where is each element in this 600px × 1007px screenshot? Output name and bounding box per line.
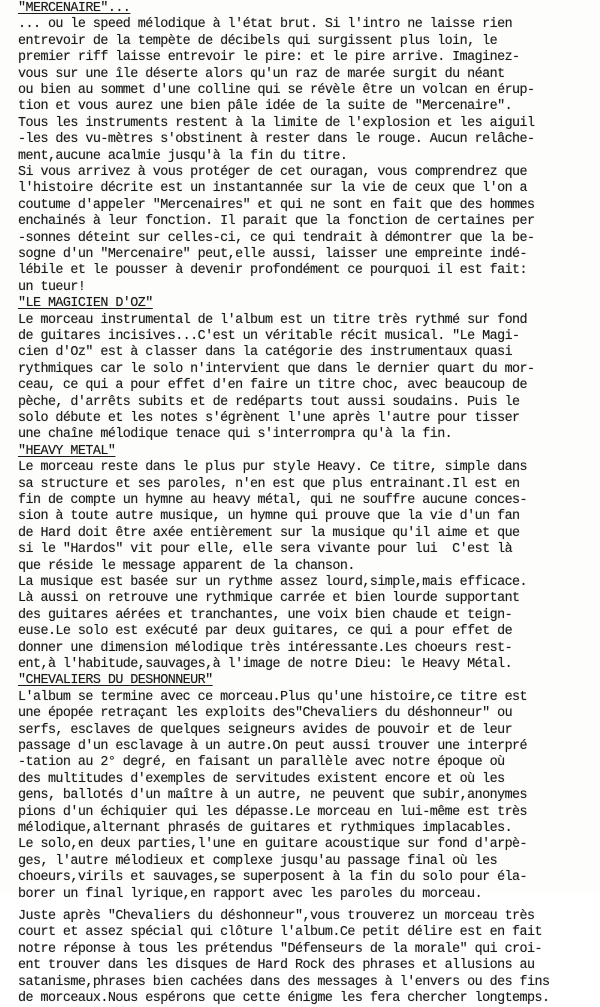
body-text-line: premier riff laisse entrevoir le pire: et le pire arrive. Imaginez-	[18, 50, 520, 66]
body-text-line: euse.Le solo est exécuté par deux guitares, ce qui a pour effet de	[18, 624, 513, 640]
section-heading: "MERCENAIRE"...	[18, 1, 131, 16]
body-text-line: mélodique,alternant phrasés de guitares et rythmiques implacables.	[18, 821, 513, 836]
body-text-line: solo débute et les notes s'égrènent l'une après l'autre pour tisser	[18, 411, 520, 426]
body-text-line: l'histoire décrite est un instantannée sur la vie de ceux que l'on a	[18, 181, 528, 197]
body-text-line: -les des vu-mètres s'obstinent à rester dans le rouge. Aucun relâche-	[18, 132, 535, 148]
body-text-line: Le morceau reste dans le plus pur style Heavy. Ce titre, simple dans	[18, 460, 528, 476]
body-text-line: pèche, d'arrêts subits et de redéparts tout aussi soudains. Puis le	[18, 394, 520, 410]
body-text-line: ou bien au sommet d'une colline qui se révèle être un volcan en érup-	[18, 83, 535, 98]
closing-text-line: notre réponse à tous les prétendus "Défenseurs de la morale" qui croi-	[18, 941, 542, 957]
closing-text-line: court et assez spécial qui clôture l'album.Ce petit délire est en fait	[18, 925, 542, 941]
closing-text-line: ent trouver dans les disques de Hard Rock des phrases et allusions au	[18, 958, 535, 974]
body-text-line: sion à toute autre musique, un hymne qui prouve que la vie d'un fan	[18, 509, 520, 525]
body-text-line: ceau, ce qui a pour effet d'en faire un titre choc, avec beaucoup de	[18, 378, 528, 394]
section-heading: "HEAVY METAL"	[18, 443, 116, 459]
body-text-line: Le solo,en deux parties,l'une en guitare acoustique sur fond d'arpè-	[18, 837, 528, 853]
body-text-line: gens, ballotés d'un maître à un autre, ne peuvent que subir,anonymes	[18, 788, 528, 804]
body-text-line: coutume d'appeler "Mercenaires" et qui ne sont en fait que des hommes	[18, 197, 535, 213]
body-text-line: fin de compte un hymne au heavy métal, qui ne souffre aucune conces-	[18, 493, 528, 508]
section-heading: "LE MAGICIEN D'OZ"	[18, 296, 153, 312]
body-text-line: passage d'un esclavage à un autre.On peut aussi trouver une interpré	[18, 739, 528, 754]
body-text-line: rythmiques car le solo n'intervient que dans le dernier quart du mor-	[18, 361, 535, 377]
body-text-line: donner une dimension mélodique très intéressante.Les choeurs rest-	[18, 640, 513, 656]
body-text-line: ... ou le speed mélodique à l'état brut. Si l'intro ne laisse rien	[18, 17, 513, 33]
body-text-line: -sonnes déteint sur celles-ci, ce qui tendrait à démontrer que la be-	[18, 230, 535, 246]
body-text-line: une épopée retraçant les exploits des"Chevaliers du déshonneur" ou	[18, 706, 513, 722]
body-text-line: choeurs,virils et sauvages,se superposent à la fin du solo pour éla-	[18, 870, 528, 886]
closing-text-line: de morceaux.Nous espérons que cette énigme les fera chercher longtemps.	[18, 991, 550, 1006]
body-text-line: si le "Hardos" vit pour elle, elle sera vivante pour lui C'est là	[18, 542, 513, 558]
body-text-line: de Hard doit être axée entièrement sur la musique qu'il aime et que	[18, 525, 520, 541]
body-text-line: Tous les instruments restent à la limite de l'explosion et les aiguil	[18, 115, 535, 131]
body-text-line: borer un final lyrique,en rapport avec les paroles du morceau.	[18, 886, 483, 902]
body-text-line: Le morceau instrumental de l'album est un titre très rythmé sur fond	[18, 312, 528, 328]
body-text-line: de guitares incisives...C'est un véritable récit musical. "Le Magi-	[18, 329, 520, 344]
body-text-line: La musique est basée sur un rythme assez lourd,simple,mais efficace.	[18, 575, 528, 590]
body-text-line: Là aussi on retrouve une rythmique carrée et bien lourde supportant	[18, 591, 520, 607]
body-text-line: serfs, esclaves de quelques seigneurs avides de pouvoir et de leur	[18, 722, 513, 738]
closing-text-line: Juste après "Chevaliers du déshonneur",vous trouverez un morceau très	[18, 909, 535, 924]
body-text-line: cien d'Oz" est à classer dans la catégorie des instrumentaux quasi	[18, 345, 513, 361]
body-text-line: ges, l'autre mélodieux et complexe jusqu'au passage final où les	[18, 853, 498, 869]
body-text-line: des multitudes d'exemples de servitudes existent encore et où les	[18, 771, 505, 787]
body-text-line: vous sur une île déserte alors qu'un raz de marée surgit du néant	[18, 66, 505, 82]
body-text-line: des guitares aérées et tranchantes, une voix bien chaude et teign-	[18, 607, 513, 623]
body-text-line: Si vous arrivez à vous protéger de cet ouragan, vous comprendrez que	[18, 165, 528, 180]
body-text-line: L'album se termine avec ce morceau.Plus qu'une histoire,ce titre est	[18, 689, 528, 705]
closing-text-line: satanisme,phrases bien cachées dans des messages à l'envers ou des fins	[18, 974, 550, 990]
body-text-line: une chaîne mélodique tenace qui s'interrompra qu'à la fin.	[18, 427, 453, 443]
body-text-line: -tation au 2° degré, en faisant un parallèle avec notre époque où	[18, 755, 505, 771]
body-text-line: lébile et le pousser à devenir profondément ce pourquoi il est fait:	[18, 263, 528, 279]
body-text-line: sa structure et ses paroles, n'en est que plus entrainant.Il est en	[18, 476, 520, 492]
body-text-line: sogne d'un "Mercenaire" peut,elle aussi, laisser une empreinte indé-	[18, 247, 528, 262]
section-heading: "CHEVALIERS DU DESHONNEUR"	[18, 673, 213, 689]
body-text-line: ent,à l'habitude,sauvages,à l'image de notre Dieu: le Heavy Métal.	[18, 657, 513, 672]
body-text-line: que réside le message apparent de la chanson.	[18, 558, 355, 574]
body-text-line: tion et vous aurez une bien pâle idée de la suite de "Mercenaire".	[18, 99, 513, 115]
body-text-line: pions d'un échiquier qui les dépasse.Le morceau en lui-même est très	[18, 804, 528, 820]
body-text-line: entrevoir de la tempète de décibels qui surgissent plus loin, le	[18, 33, 498, 49]
body-text-line: un tueur!	[18, 279, 86, 295]
body-text-line: ment,aucune acalmie jusqu'à la fin du titre.	[18, 148, 348, 164]
body-text-line: enchainés à leur fonction. Il parait que la fonction de certaines per	[18, 214, 535, 230]
